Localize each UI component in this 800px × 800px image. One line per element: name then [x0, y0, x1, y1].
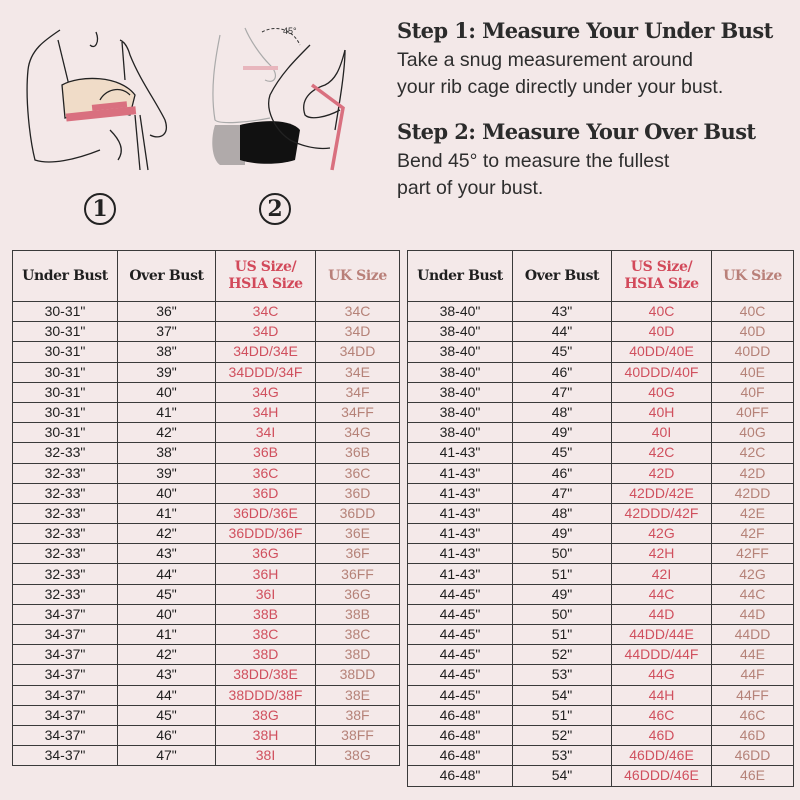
- table-row: [408, 342, 794, 362]
- over-bust-cell: 51": [513, 625, 612, 645]
- us-size-cell: 46DDD/46E: [612, 766, 712, 786]
- uk-size-cell: 38E: [316, 685, 400, 705]
- table-row: [408, 362, 794, 382]
- under-bust-cell: 32-33": [13, 524, 118, 544]
- over-bust-cell: 48": [513, 503, 612, 523]
- under-bust-cell: 30-31": [13, 382, 118, 402]
- table-row: [13, 302, 400, 322]
- step-2-description: Bend 45° to measure the fullest part of your bust.: [397, 150, 670, 199]
- under-bust-cell: 44-45": [408, 604, 513, 624]
- over-bust-cell: 45": [118, 705, 216, 725]
- under-bust-cell: 30-31": [13, 322, 118, 342]
- over-bust-cell: 45": [513, 443, 612, 463]
- uk-size-cell: 40E: [712, 362, 794, 382]
- uk-size-cell: 42D: [712, 463, 794, 483]
- us-size-cell: 42D: [612, 463, 712, 483]
- step-2-number: 2: [259, 193, 291, 225]
- table-row: [13, 584, 400, 604]
- table-row: [408, 645, 794, 665]
- us-size-cell: 40C: [612, 302, 712, 322]
- uk-size-cell: 36E: [316, 524, 400, 544]
- header-uk-size: UK Size: [712, 251, 794, 302]
- over-bust-cell: 48": [513, 402, 612, 422]
- us-size-cell: 42C: [612, 443, 712, 463]
- table-row: [13, 362, 400, 382]
- table-row: [408, 524, 794, 544]
- us-size-cell: 34DD/34E: [216, 342, 316, 362]
- over-bust-cell: 49": [513, 524, 612, 544]
- under-bust-cell: 44-45": [408, 625, 513, 645]
- uk-size-cell: 38DD: [316, 665, 400, 685]
- us-size-cell: 38C: [216, 625, 316, 645]
- under-bust-cell: 32-33": [13, 463, 118, 483]
- under-bust-cell: 38-40": [408, 423, 513, 443]
- table-row: [408, 685, 794, 705]
- uk-size-cell: 42G: [712, 564, 794, 584]
- under-bust-cell: 46-48": [408, 705, 513, 725]
- table-row: [408, 584, 794, 604]
- under-bust-cell: 34-37": [13, 705, 118, 725]
- step-1-number: 1: [84, 193, 116, 225]
- table-row: [13, 705, 400, 725]
- uk-size-cell: 40C: [712, 302, 794, 322]
- step-1-title: Step 1: Measure Your Under Bust: [397, 18, 773, 43]
- us-size-cell: 38D: [216, 645, 316, 665]
- us-size-cell: 34D: [216, 322, 316, 342]
- table-row: [408, 564, 794, 584]
- uk-size-cell: 36B: [316, 443, 400, 463]
- uk-size-cell: 42DD: [712, 483, 794, 503]
- table-row: [13, 423, 400, 443]
- over-bust-cell: 51": [513, 705, 612, 725]
- over-bust-cell: 47": [513, 382, 612, 402]
- under-bust-cell: 38-40": [408, 302, 513, 322]
- under-bust-cell: 41-43": [408, 524, 513, 544]
- under-bust-cell: 41-43": [408, 483, 513, 503]
- us-size-cell: 40G: [612, 382, 712, 402]
- us-size-cell: 46D: [612, 725, 712, 745]
- over-bust-cell: 39": [118, 463, 216, 483]
- table-row: [13, 564, 400, 584]
- under-bust-cell: 34-37": [13, 685, 118, 705]
- us-size-cell: 34G: [216, 382, 316, 402]
- over-bust-cell: 36": [118, 302, 216, 322]
- uk-size-cell: 40DD: [712, 342, 794, 362]
- us-size-cell: 40DDD/40F: [612, 362, 712, 382]
- size-chart-left: [12, 250, 400, 766]
- over-bust-cell: 46": [118, 725, 216, 745]
- over-bust-cell: 54": [513, 685, 612, 705]
- table-row: [13, 625, 400, 645]
- over-bust-cell: 41": [118, 625, 216, 645]
- under-bust-cell: 41-43": [408, 463, 513, 483]
- under-bust-cell: 32-33": [13, 544, 118, 564]
- under-bust-cell: 32-33": [13, 503, 118, 523]
- us-size-cell: 46C: [612, 705, 712, 725]
- table-row: [13, 382, 400, 402]
- under-bust-cell: 30-31": [13, 423, 118, 443]
- uk-size-cell: 44D: [712, 604, 794, 624]
- table-row: [13, 746, 400, 766]
- table-row: [408, 665, 794, 685]
- under-bust-cell: 44-45": [408, 665, 513, 685]
- header-us-size: US Size/ HSIA Size: [216, 251, 316, 302]
- angle-label: 45°: [283, 26, 297, 36]
- uk-size-cell: 40G: [712, 423, 794, 443]
- us-size-cell: 44DDD/44F: [612, 645, 712, 665]
- under-bust-cell: 34-37": [13, 746, 118, 766]
- table-row: [13, 483, 400, 503]
- us-size-cell: 46DD/46E: [612, 746, 712, 766]
- us-size-cell: 42G: [612, 524, 712, 544]
- under-bust-cell: 38-40": [408, 342, 513, 362]
- table-row: [13, 402, 400, 422]
- uk-size-cell: 42FF: [712, 544, 794, 564]
- us-size-cell: 36DD/36E: [216, 503, 316, 523]
- us-size-cell: 38H: [216, 725, 316, 745]
- uk-size-cell: 36DD: [316, 503, 400, 523]
- us-size-cell: 36C: [216, 463, 316, 483]
- under-bust-cell: 38-40": [408, 402, 513, 422]
- uk-size-cell: 46DD: [712, 746, 794, 766]
- uk-size-cell: 44DD: [712, 625, 794, 645]
- uk-size-cell: 34E: [316, 362, 400, 382]
- over-bust-cell: 41": [118, 503, 216, 523]
- table-row: [13, 645, 400, 665]
- header-over-bust: Over Bust: [118, 251, 216, 302]
- us-size-cell: 36G: [216, 544, 316, 564]
- table-row: [408, 382, 794, 402]
- uk-size-cell: 42F: [712, 524, 794, 544]
- under-bust-cell: 32-33": [13, 483, 118, 503]
- over-bust-cell: 42": [118, 423, 216, 443]
- under-bust-cell: 41-43": [408, 544, 513, 564]
- us-size-cell: 38DD/38E: [216, 665, 316, 685]
- header-uk-size: UK Size: [316, 251, 400, 302]
- table-row: [408, 766, 794, 786]
- us-size-cell: 34I: [216, 423, 316, 443]
- under-bust-cell: 34-37": [13, 645, 118, 665]
- under-bust-cell: 30-31": [13, 362, 118, 382]
- table-row: [13, 443, 400, 463]
- table-row: [408, 503, 794, 523]
- table-row: [13, 725, 400, 745]
- uk-size-cell: 38B: [316, 604, 400, 624]
- under-bust-cell: 46-48": [408, 725, 513, 745]
- over-bust-cell: 47": [513, 483, 612, 503]
- uk-size-cell: 46C: [712, 705, 794, 725]
- uk-size-cell: 44C: [712, 584, 794, 604]
- over-bust-cell: 43": [118, 665, 216, 685]
- uk-size-cell: 34DD: [316, 342, 400, 362]
- over-bust-cell: 50": [513, 544, 612, 564]
- table-row: [408, 483, 794, 503]
- over-bust-cell: 41": [118, 402, 216, 422]
- table-row: [13, 503, 400, 523]
- uk-size-cell: 38G: [316, 746, 400, 766]
- us-size-cell: 40I: [612, 423, 712, 443]
- us-size-cell: 42I: [612, 564, 712, 584]
- us-size-cell: 36I: [216, 584, 316, 604]
- over-bust-cell: 50": [513, 604, 612, 624]
- uk-size-cell: 42C: [712, 443, 794, 463]
- underbust-measure-illustration: [0, 0, 380, 240]
- uk-size-cell: 38FF: [316, 725, 400, 745]
- step-2-title: Step 2: Measure Your Over Bust: [397, 119, 756, 144]
- table-header-row: [13, 251, 400, 302]
- over-bust-cell: 53": [513, 665, 612, 685]
- us-size-cell: 40DD/40E: [612, 342, 712, 362]
- table-row: [408, 705, 794, 725]
- uk-size-cell: 36G: [316, 584, 400, 604]
- under-bust-cell: 34-37": [13, 604, 118, 624]
- us-size-cell: 38B: [216, 604, 316, 624]
- uk-size-cell: 44F: [712, 665, 794, 685]
- table-row: [13, 322, 400, 342]
- table-row: [13, 665, 400, 685]
- uk-size-cell: 40FF: [712, 402, 794, 422]
- us-size-cell: 44H: [612, 685, 712, 705]
- table-row: [13, 685, 400, 705]
- under-bust-cell: 41-43": [408, 443, 513, 463]
- under-bust-cell: 46-48": [408, 746, 513, 766]
- over-bust-cell: 49": [513, 423, 612, 443]
- over-bust-cell: 52": [513, 725, 612, 745]
- uk-size-cell: 38D: [316, 645, 400, 665]
- us-size-cell: 36DDD/36F: [216, 524, 316, 544]
- over-bust-cell: 52": [513, 645, 612, 665]
- table-row: [13, 604, 400, 624]
- us-size-cell: 36B: [216, 443, 316, 463]
- over-bust-cell: 40": [118, 382, 216, 402]
- under-bust-cell: 41-43": [408, 503, 513, 523]
- uk-size-cell: 38F: [316, 705, 400, 725]
- under-bust-cell: 30-31": [13, 402, 118, 422]
- uk-size-cell: 42E: [712, 503, 794, 523]
- table-row: [408, 604, 794, 624]
- table-row: [13, 463, 400, 483]
- table-row: [408, 725, 794, 745]
- uk-size-cell: 34C: [316, 302, 400, 322]
- uk-size-cell: 46E: [712, 766, 794, 786]
- over-bust-cell: 44": [118, 564, 216, 584]
- table-row: [408, 423, 794, 443]
- uk-size-cell: 40F: [712, 382, 794, 402]
- table-row: [13, 544, 400, 564]
- under-bust-cell: 38-40": [408, 382, 513, 402]
- us-size-cell: 38I: [216, 746, 316, 766]
- us-size-cell: 44DD/44E: [612, 625, 712, 645]
- over-bust-cell: 40": [118, 604, 216, 624]
- table-row: [408, 463, 794, 483]
- uk-size-cell: 34G: [316, 423, 400, 443]
- table-header-row: [408, 251, 794, 302]
- measurement-illustrations: [0, 0, 380, 240]
- table-row: [408, 746, 794, 766]
- over-bust-cell: 51": [513, 564, 612, 584]
- over-bust-cell: 42": [118, 524, 216, 544]
- over-bust-cell: 38": [118, 443, 216, 463]
- under-bust-cell: 30-31": [13, 302, 118, 322]
- over-bust-cell: 45": [513, 342, 612, 362]
- table-row: [408, 402, 794, 422]
- over-bust-cell: 40": [118, 483, 216, 503]
- over-bust-cell: 49": [513, 584, 612, 604]
- us-size-cell: 44G: [612, 665, 712, 685]
- under-bust-cell: 38-40": [408, 322, 513, 342]
- over-bust-cell: 44": [118, 685, 216, 705]
- table-row: [13, 524, 400, 544]
- over-bust-cell: 46": [513, 463, 612, 483]
- us-size-cell: 38DDD/38F: [216, 685, 316, 705]
- over-bust-cell: 44": [513, 322, 612, 342]
- us-size-cell: 34H: [216, 402, 316, 422]
- over-bust-cell: 37": [118, 322, 216, 342]
- uk-size-cell: 40D: [712, 322, 794, 342]
- us-size-cell: 40D: [612, 322, 712, 342]
- over-bust-cell: 47": [118, 746, 216, 766]
- us-size-cell: 34C: [216, 302, 316, 322]
- uk-size-cell: 34D: [316, 322, 400, 342]
- under-bust-cell: 38-40": [408, 362, 513, 382]
- uk-size-cell: 44E: [712, 645, 794, 665]
- under-bust-cell: 34-37": [13, 625, 118, 645]
- uk-size-cell: 36C: [316, 463, 400, 483]
- us-size-cell: 42H: [612, 544, 712, 564]
- us-size-cell: 42DD/42E: [612, 483, 712, 503]
- uk-size-cell: 34F: [316, 382, 400, 402]
- header-under-bust: Under Bust: [13, 251, 118, 302]
- header-over-bust: Over Bust: [513, 251, 612, 302]
- uk-size-cell: 34FF: [316, 402, 400, 422]
- over-bust-cell: 43": [513, 302, 612, 322]
- table-row: [13, 342, 400, 362]
- us-size-cell: 44D: [612, 604, 712, 624]
- over-bust-cell: 39": [118, 362, 216, 382]
- under-bust-cell: 32-33": [13, 564, 118, 584]
- under-bust-cell: 32-33": [13, 584, 118, 604]
- us-size-cell: 38G: [216, 705, 316, 725]
- under-bust-cell: 46-48": [408, 766, 513, 786]
- uk-size-cell: 46D: [712, 725, 794, 745]
- us-size-cell: 40H: [612, 402, 712, 422]
- us-size-cell: 36H: [216, 564, 316, 584]
- us-size-cell: 42DDD/42F: [612, 503, 712, 523]
- us-size-cell: 34DDD/34F: [216, 362, 316, 382]
- table-row: [408, 443, 794, 463]
- uk-size-cell: 36D: [316, 483, 400, 503]
- table-row: [408, 544, 794, 564]
- over-bust-cell: 43": [118, 544, 216, 564]
- under-bust-cell: 34-37": [13, 725, 118, 745]
- table-row: [408, 322, 794, 342]
- over-bust-cell: 54": [513, 766, 612, 786]
- us-size-cell: 36D: [216, 483, 316, 503]
- measurement-steps: [397, 18, 797, 202]
- under-bust-cell: 44-45": [408, 685, 513, 705]
- under-bust-cell: 44-45": [408, 645, 513, 665]
- uk-size-cell: 44FF: [712, 685, 794, 705]
- uk-size-cell: 36FF: [316, 564, 400, 584]
- header-us-size: US Size/ HSIA Size: [612, 251, 712, 302]
- table-row: [408, 302, 794, 322]
- uk-size-cell: 38C: [316, 625, 400, 645]
- over-bust-cell: 53": [513, 746, 612, 766]
- size-chart-right: [407, 250, 794, 787]
- step-1-description: Take a snug measurement around your rib cage directly under your bust.: [397, 49, 724, 98]
- under-bust-cell: 44-45": [408, 584, 513, 604]
- uk-size-cell: 36F: [316, 544, 400, 564]
- over-bust-cell: 38": [118, 342, 216, 362]
- under-bust-cell: 32-33": [13, 443, 118, 463]
- under-bust-cell: 41-43": [408, 564, 513, 584]
- step-1: [397, 18, 797, 101]
- over-bust-cell: 42": [118, 645, 216, 665]
- us-size-cell: 44C: [612, 584, 712, 604]
- under-bust-cell: 34-37": [13, 665, 118, 685]
- step-2: [397, 119, 797, 202]
- over-bust-cell: 45": [118, 584, 216, 604]
- table-row: [408, 625, 794, 645]
- under-bust-cell: 30-31": [13, 342, 118, 362]
- header-under-bust: Under Bust: [408, 251, 513, 302]
- over-bust-cell: 46": [513, 362, 612, 382]
